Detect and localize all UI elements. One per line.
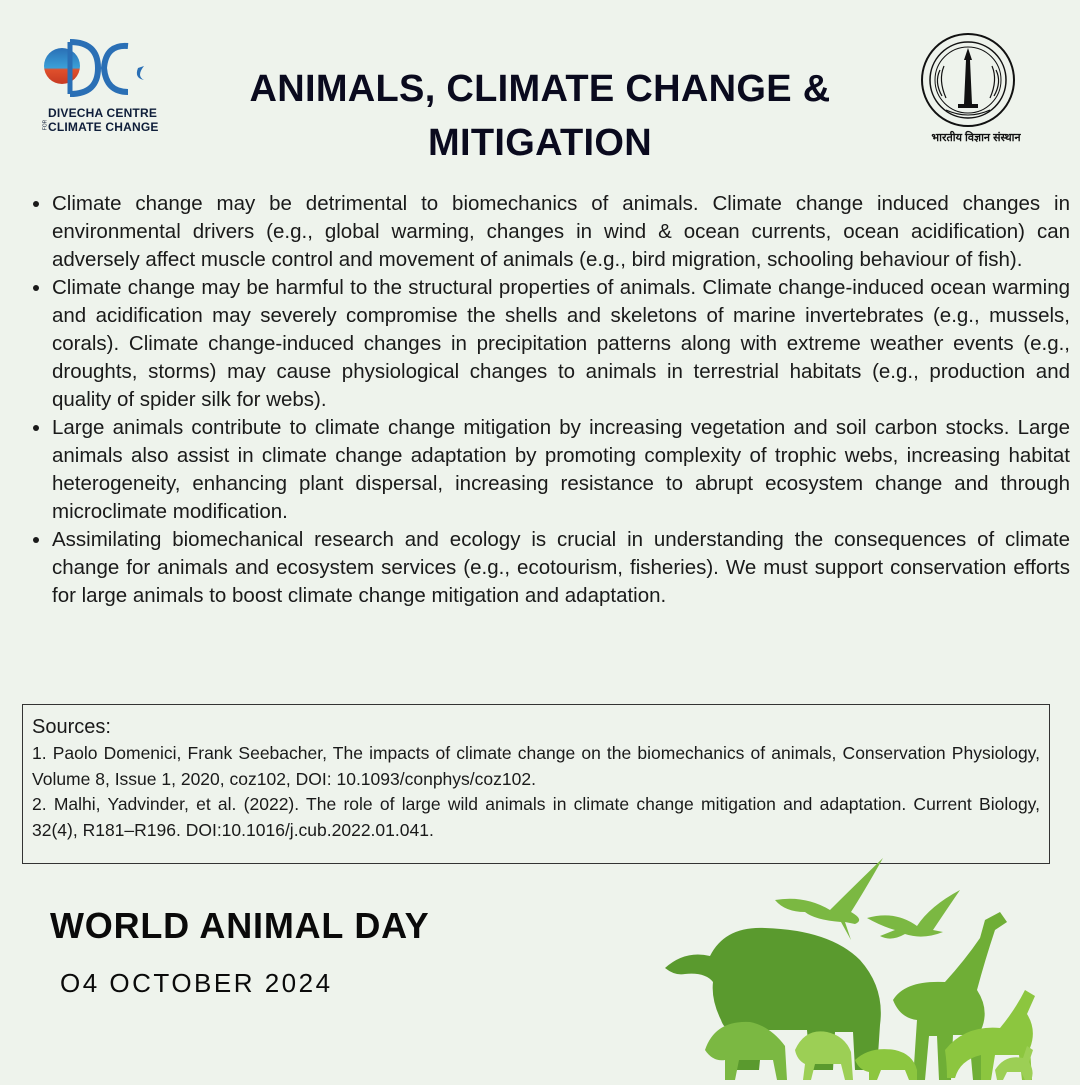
sources-box — [22, 704, 1050, 864]
event-title: WORLD ANIMAL DAY — [50, 905, 430, 946]
goat-icon — [795, 1031, 853, 1080]
flying-bird-icon — [775, 858, 883, 940]
bullet-item: • Assimilating biomechanical research and ecology is crucial in understanding the consequences of climate change for animals and ecosystem services (e.g., ecotourism, fisheries). We must support conservation efforts for large animals to boost climate change mitigation and adaptation. — [52, 526, 1070, 610]
animals-silhouette-icon — [655, 850, 1080, 1080]
bullet-item: • Large animals contribute to climate change mitigation by increasing vegetation and soil carbon stocks. Large animals also assist in climate change adaptation by promoting complexity of trophic webs, increasing habitat heterogeneity, enhancing plant dispersal, increasing resistance to abrupt ecosystem change and through microclimate modification. — [52, 414, 1070, 526]
divecha-name-line2: CLIMATE CHANGE — [48, 120, 159, 134]
sources-heading: Sources: — [32, 716, 111, 738]
event-date: O4 OCTOBER 2024 — [60, 968, 333, 998]
animals-illustration — [655, 850, 1080, 1080]
divecha-centre-logo — [40, 36, 160, 136]
source-item: 2. Malhi, Yadvinder, et al. (2022). The role of large wild animals in climate change mitigation and adaptation. Current Biology, 32(4), R181–R196. DOI:10.1016/j.cub.2022.01.041. — [32, 794, 1040, 840]
bullet-item: • Climate change may be detrimental to biomechanics of animals. Climate change induced changes in environmental drivers (e.g., global warming, changes in wind & ocean currents, ocean acidification) can adversely affect muscle control and movement of animals (e.g., bird migration, schooling behaviour of fish). — [52, 190, 1070, 274]
divecha-for-text: FOR — [42, 119, 49, 131]
title-line-1: ANIMALS, CLIMATE CHANGE & — [249, 68, 831, 110]
deer-icon — [855, 1049, 917, 1080]
bullet-item: • Climate change may be harmful to the structural properties of animals. Climate change-induced ocean warming and acidification may severely compromise the shells and skeletons of marine invertebrates (e.g., mussels, corals). Climate change-induced changes in precipitation patterns along with extreme weather events (e.g., droughts, storms) may cause physiological changes to animals in terrestrial habitats (e.g., production and quality of spider silk for webs). — [52, 274, 1070, 414]
lion-icon — [705, 1022, 787, 1080]
source-item: 1. Paolo Domenici, Frank Seebacher, The impacts of climate change on the biomechanics of animals, Conservation Physiology, Volume 8, Issue 1, 2020, coz102, DOI: 10.1093/conphys/coz102. — [32, 743, 1040, 789]
divecha-name-line1: DIVECHA CENTRE — [48, 106, 158, 120]
divecha-logo-icon — [40, 36, 160, 106]
bullet-list — [30, 190, 1070, 610]
iisc-caption: भारतीय विज्ञान संस्थान — [931, 132, 1021, 144]
heron-icon — [867, 890, 960, 939]
page-title — [200, 62, 880, 170]
iisc-emblem-icon — [918, 30, 1018, 130]
title-line-2: MITIGATION — [428, 122, 652, 164]
